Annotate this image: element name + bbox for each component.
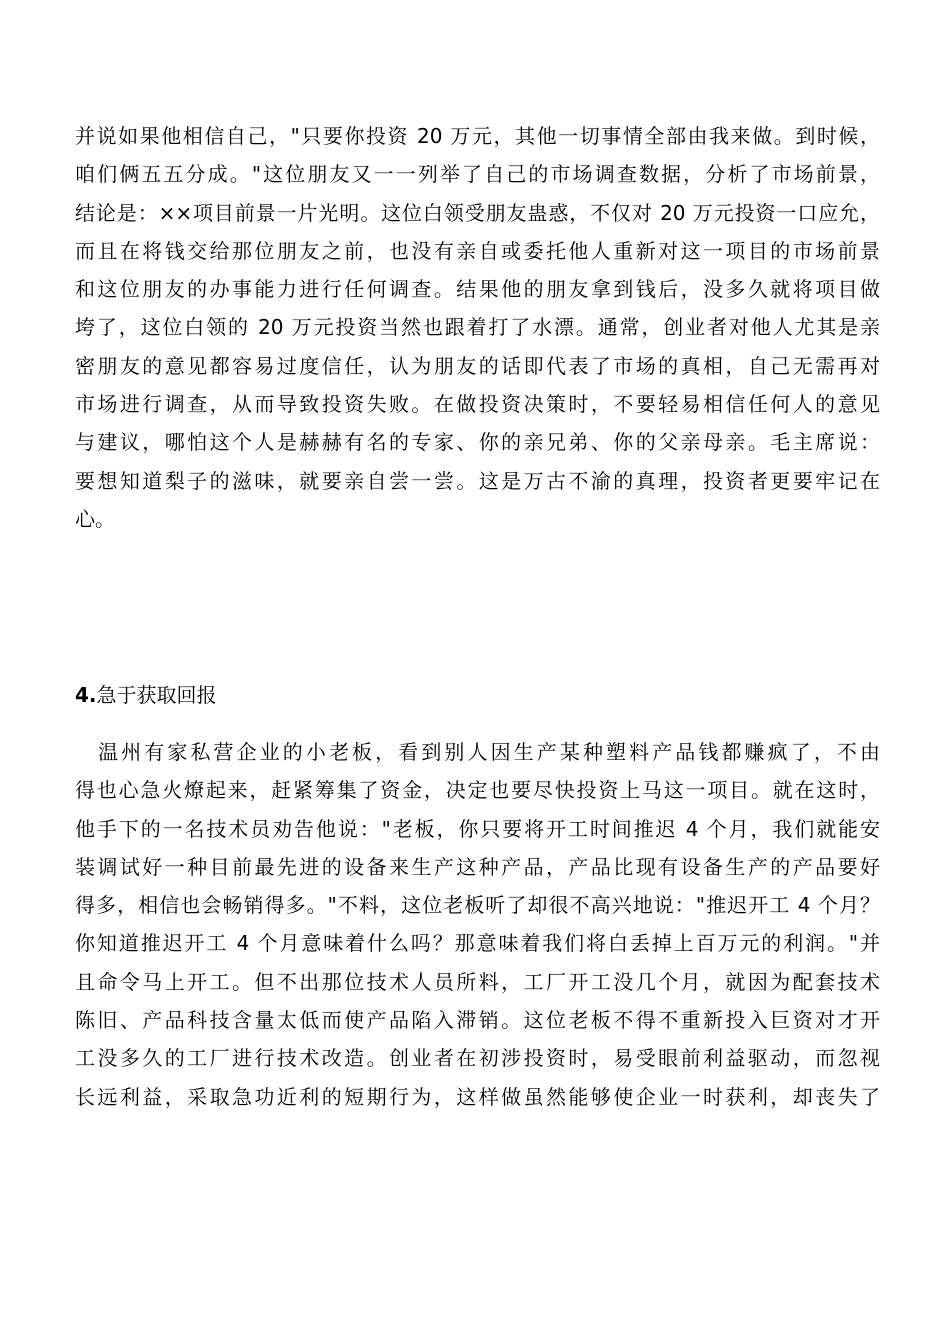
text-line: 并说如果他相信自己，"只要你投资 20 万元，其他一切事情全部由我来做。到时候， <box>75 124 880 148</box>
text-line: 陈旧、产品科技含量太低而使产品陷入滞销。这位老板不得不重新投入巨资对才开 <box>75 1008 880 1033</box>
text-line: 而且在将钱交给那位朋友之前，也没有亲自或委托他人重新对这一项目的市场前景 <box>75 238 880 263</box>
text-line: 温州有家私营企业的小老板，看到别人因生产某种塑料产品钱都赚疯了，不由 <box>75 740 880 764</box>
text-line: 密朋友的意见都容易过度信任，认为朋友的话即代表了市场的真相，自己无需再对 <box>75 353 880 378</box>
text-line: 要想知道梨子的滋味，就要亲自尝一尝。这是万古不渝的真理，投资者更要牢记在 <box>75 468 880 493</box>
text-line: 你知道推迟开工 4 个月意味着什么吗？那意味着我们将白丢掉上百万元的利润。"并 <box>75 931 880 956</box>
section-heading <box>75 676 880 714</box>
text-line: 市场进行调查，从而导致投资失败。在做投资决策时，不要轻易相信任何人的意见 <box>75 392 880 417</box>
text-line: 得多，相信也会畅销得多。"不料，这位老板听了却很不高兴地说："推迟开工 4 个月？ <box>75 893 880 918</box>
text-line: 他手下的一名技术员劝告他说："老板，你只要将开工时间推迟 4 个月，我们就能安 <box>75 816 880 841</box>
section-number: 4. <box>75 683 97 707</box>
text-line: 和这位朋友的办事能力进行任何调查。结果他的朋友拿到钱后，没多久就将项目做 <box>75 277 880 302</box>
body-paragraph <box>75 733 880 1116</box>
text-line: 结论是：××项目前景一片光明。这位白领受朋友蛊惑，不仅对 20 万元投资一口应允， <box>75 200 880 225</box>
text-line: 咱们俩五五分成。"这位朋友又一一列举了自己的市场调查数据，分析了市场前景， <box>75 162 880 187</box>
text-line: 垮了，这位白领的 20 万元投资当然也跟着打了水漂。通常，创业者对他人尤其是亲 <box>75 315 880 340</box>
body-paragraph <box>75 117 880 538</box>
section-title: 急于获取回报 <box>96 683 217 707</box>
text-line: 装调试好一种目前最先进的设备来生产这种产品，产品比现有设备生产的产品要好 <box>75 854 880 879</box>
text-line: 与建议，哪怕这个人是赫赫有名的专家、你的亲兄弟、你的父亲母亲。毛主席说： <box>75 430 880 455</box>
text-line: 得也心急火燎起来，赶紧筹集了资金，决定也要尽快投资上马这一项目。就在这时， <box>75 778 880 803</box>
text-line: 工没多久的工厂进行技术改造。创业者在初涉投资时，易受眼前利益驱动，而忽视 <box>75 1046 880 1071</box>
text-line: 心。 <box>75 506 115 531</box>
text-line: 长远利益，采取急功近利的短期行为，这样做虽然能够使企业一时获利，却丧失了 <box>75 1084 880 1109</box>
text-line: 且命令马上开工。但不出那位技术人员所料，工厂开工没几个月，就因为配套技术 <box>75 969 880 994</box>
